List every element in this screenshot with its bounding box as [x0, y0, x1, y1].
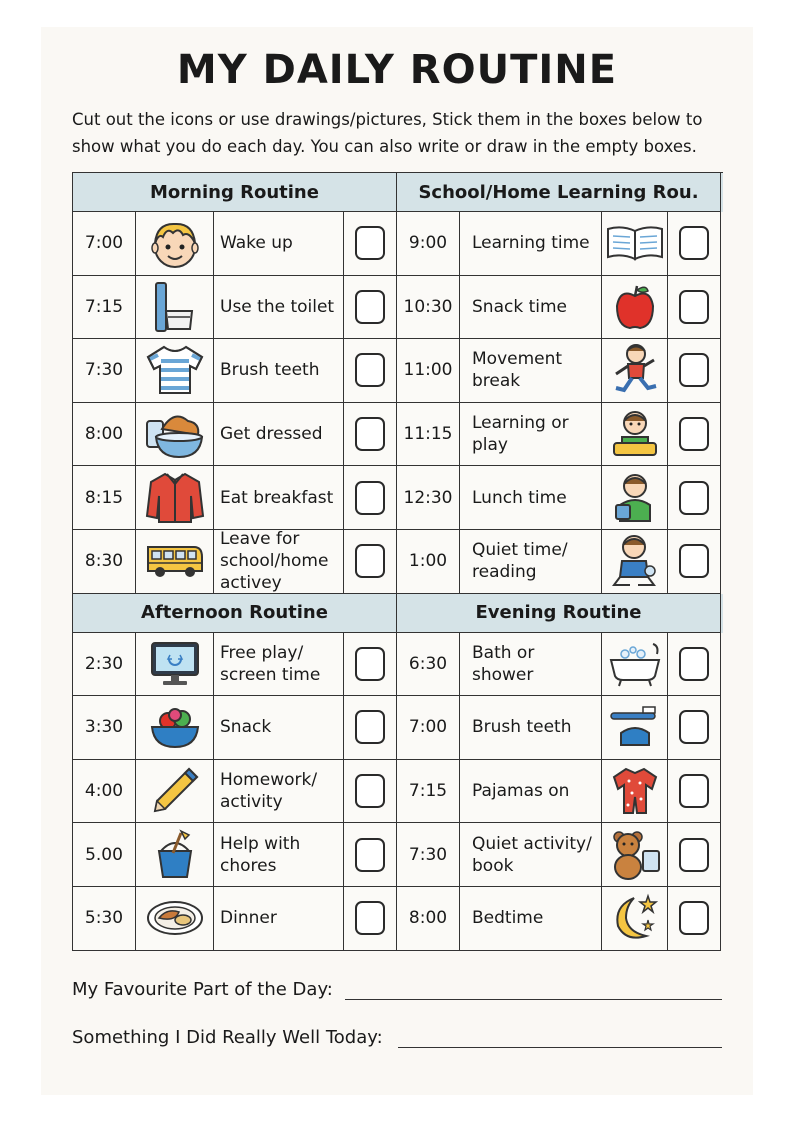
- teddy-bear-icon: [607, 829, 663, 881]
- checkbox-cell: [668, 760, 721, 824]
- pencil-icon: [149, 765, 201, 817]
- icon-cell: [136, 276, 214, 340]
- table-row: [73, 760, 723, 824]
- checkbox[interactable]: [679, 481, 709, 515]
- checkbox-cell: [668, 633, 721, 697]
- time-cell: 7:15: [397, 760, 460, 824]
- time-cell: 3:30: [73, 696, 136, 760]
- child-lunch-icon: [610, 471, 660, 525]
- checkbox-cell: [344, 633, 397, 697]
- checkbox-cell: [344, 887, 397, 951]
- time-cell: 6:30: [397, 633, 460, 697]
- time-cell: 7:30: [397, 823, 460, 887]
- bucket-icon: [151, 829, 199, 881]
- section-title-left: Afternoon Routine: [73, 594, 397, 633]
- time-cell: 5.00: [73, 823, 136, 887]
- activity-label: Brush teeth: [460, 696, 602, 760]
- instructions: Cut out the icons or use drawings/pictures, Stick them in the boxes below to show what you do each day. You can also write or draw in the empty boxes.: [72, 110, 703, 156]
- activity-label: Learning time: [460, 212, 602, 276]
- checkbox[interactable]: [679, 353, 709, 387]
- time-cell: 7:00: [73, 212, 136, 276]
- activity-label: Help with chores: [214, 823, 344, 887]
- breakfast-bowl-icon: [144, 407, 206, 461]
- computer-monitor-icon: [149, 640, 201, 688]
- activity-label: Learning or play: [460, 403, 602, 467]
- section-header-row: [73, 173, 723, 212]
- icon-cell: [136, 212, 214, 276]
- table-row: [73, 466, 723, 530]
- time-cell: 9:00: [397, 212, 460, 276]
- time-cell: 8:00: [397, 887, 460, 951]
- activity-label: Lunch time: [460, 466, 602, 530]
- open-book-icon: [604, 223, 666, 263]
- time-cell: 11:00: [397, 339, 460, 403]
- icon-cell: [602, 466, 668, 530]
- checkbox[interactable]: [679, 647, 709, 681]
- table-row: [73, 276, 723, 340]
- icon-cell: [602, 403, 668, 467]
- favourite-part-prompt: [72, 979, 333, 1000]
- checkbox[interactable]: [679, 710, 709, 744]
- activity-label: Quiet time/ reading: [460, 530, 602, 594]
- table-row: [73, 339, 723, 403]
- icon-cell: [602, 339, 668, 403]
- time-cell: 8:15: [73, 466, 136, 530]
- icon-cell: [136, 403, 214, 467]
- icon-cell: [136, 760, 214, 824]
- activity-label: Quiet activity/ book: [460, 823, 602, 887]
- section-header-row: [73, 594, 723, 633]
- time-cell: 5:30: [73, 887, 136, 951]
- time-cell: 4:00: [73, 760, 136, 824]
- activity-label: Homework/ activity: [214, 760, 344, 824]
- time-cell: 12:30: [397, 466, 460, 530]
- section-title-left: Morning Routine: [73, 173, 397, 212]
- time-cell: 10:30: [397, 276, 460, 340]
- toilet-icon: [152, 279, 198, 335]
- checkbox-cell: [344, 403, 397, 467]
- checkbox[interactable]: [679, 901, 709, 935]
- checkbox-cell: [344, 530, 397, 594]
- checkbox-cell: [344, 760, 397, 824]
- time-cell: 1:00: [397, 530, 460, 594]
- activity-label: Get dressed: [214, 403, 344, 467]
- table-row: [73, 212, 723, 276]
- checkbox[interactable]: [355, 481, 385, 515]
- activity-label: Snack: [214, 696, 344, 760]
- activity-label: Dinner: [214, 887, 344, 951]
- checkbox[interactable]: [679, 417, 709, 451]
- icon-cell: [602, 760, 668, 824]
- checkbox[interactable]: [679, 226, 709, 260]
- routine-table: [72, 172, 723, 951]
- activity-label: Leave for school/home activey: [214, 530, 344, 594]
- time-cell: 7:00: [397, 696, 460, 760]
- checkbox-cell: [344, 276, 397, 340]
- icon-cell: [136, 339, 214, 403]
- table-row: [73, 696, 723, 760]
- checkbox[interactable]: [355, 226, 385, 260]
- activity-label: Bedtime: [460, 887, 602, 951]
- page-title: MY DAILY ROUTINE: [176, 47, 618, 93]
- favourite-part-line[interactable]: [345, 999, 722, 1000]
- time-cell: 8:30: [73, 530, 136, 594]
- checkbox[interactable]: [355, 710, 385, 744]
- checkbox-cell: [668, 696, 721, 760]
- checkbox-cell: [668, 276, 721, 340]
- moon-stars-icon: [610, 892, 660, 944]
- table-row: [73, 887, 723, 951]
- checkbox[interactable]: [679, 774, 709, 808]
- checkbox-cell: [344, 696, 397, 760]
- child-sitting-icon: [610, 533, 660, 589]
- table-row: [73, 403, 723, 467]
- dinner-plate-icon: [145, 898, 205, 938]
- checkbox-cell: [668, 212, 721, 276]
- apple-icon: [612, 282, 658, 332]
- activity-label: Wake up: [214, 212, 344, 276]
- time-cell: 7:30: [73, 339, 136, 403]
- checkbox[interactable]: [679, 544, 709, 578]
- time-cell: 2:30: [73, 633, 136, 697]
- checkbox[interactable]: [355, 353, 385, 387]
- activity-label: Brush teeth: [214, 339, 344, 403]
- icon-cell: [136, 696, 214, 760]
- icon-cell: [136, 823, 214, 887]
- checkbox[interactable]: [679, 838, 709, 872]
- checkbox-cell: [668, 466, 721, 530]
- icon-cell: [602, 212, 668, 276]
- icon-cell: [136, 530, 214, 594]
- pajamas-icon: [610, 765, 660, 817]
- activity-label: Pajamas on: [460, 760, 602, 824]
- checkbox[interactable]: [355, 774, 385, 808]
- checkbox[interactable]: [355, 647, 385, 681]
- table-row: [73, 823, 723, 887]
- icon-cell: [602, 823, 668, 887]
- icon-cell: [602, 530, 668, 594]
- icon-cell: [136, 466, 214, 530]
- checkbox-cell: [668, 887, 721, 951]
- child-face-icon: [145, 215, 205, 271]
- activity-label: Snack time: [460, 276, 602, 340]
- table-row: [73, 633, 723, 697]
- section-title-right: Evening Routine: [397, 594, 721, 633]
- icon-cell: [136, 887, 214, 951]
- did-well-prompt: [72, 1027, 383, 1048]
- did-well-line[interactable]: [398, 1047, 722, 1048]
- jacket-icon: [145, 470, 205, 526]
- did-well-label: Something I Did Really Well Today:: [72, 1027, 383, 1048]
- child-reading-icon: [610, 407, 660, 461]
- activity-label: Eat breakfast: [214, 466, 344, 530]
- table-row: [73, 530, 723, 594]
- icon-cell: [602, 276, 668, 340]
- activity-label: Free play/ screen time: [214, 633, 344, 697]
- checkbox-cell: [668, 339, 721, 403]
- checkbox[interactable]: [355, 838, 385, 872]
- checkbox[interactable]: [679, 290, 709, 324]
- bathtub-icon: [607, 640, 663, 688]
- icon-cell: [602, 887, 668, 951]
- checkbox[interactable]: [355, 544, 385, 578]
- icon-cell: [136, 633, 214, 697]
- favourite-part-label: My Favourite Part of the Day:: [72, 979, 333, 1000]
- checkbox-cell: [668, 403, 721, 467]
- fruit-bowl-icon: [148, 703, 202, 751]
- icon-cell: [602, 633, 668, 697]
- time-cell: 11:15: [397, 403, 460, 467]
- toothbrush-icon: [607, 705, 663, 749]
- running-child-icon: [610, 342, 660, 398]
- checkbox-cell: [668, 530, 721, 594]
- checkbox-cell: [344, 823, 397, 887]
- activity-label: Movement break: [460, 339, 602, 403]
- time-cell: 7:15: [73, 276, 136, 340]
- time-cell: 8:00: [73, 403, 136, 467]
- striped-shirt-icon: [144, 343, 206, 397]
- activity-label: Use the toilet: [214, 276, 344, 340]
- school-bus-icon: [144, 541, 206, 581]
- checkbox[interactable]: [355, 290, 385, 324]
- checkbox[interactable]: [355, 901, 385, 935]
- checkbox[interactable]: [355, 417, 385, 451]
- checkbox-cell: [344, 466, 397, 530]
- checkbox-cell: [344, 339, 397, 403]
- checkbox-cell: [668, 823, 721, 887]
- section-title-right: School/Home Learning Rou.: [397, 173, 721, 212]
- activity-label: Bath or shower: [460, 633, 602, 697]
- checkbox-cell: [344, 212, 397, 276]
- icon-cell: [602, 696, 668, 760]
